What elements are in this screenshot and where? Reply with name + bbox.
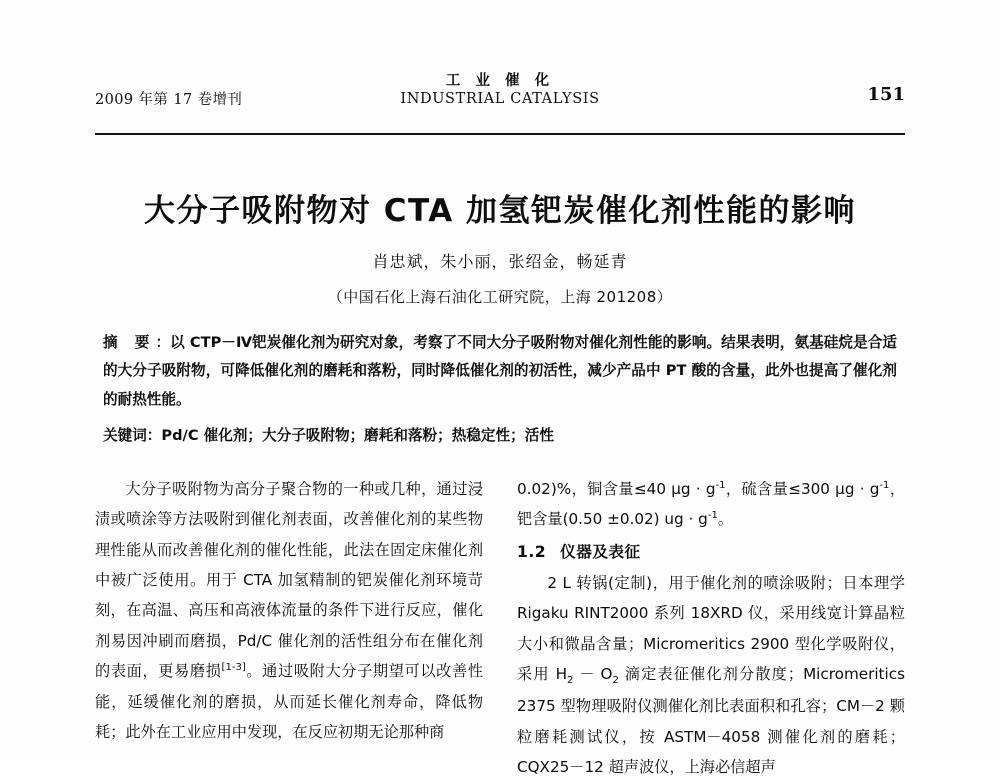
journal-title-en: INDUSTRIAL CATALYSIS xyxy=(400,91,600,108)
left-paragraph-1 xyxy=(95,474,483,748)
journal-title-cn: 工 业 催 化 xyxy=(445,73,555,89)
page-number: 151 xyxy=(867,84,905,105)
section-title: 仪器及表征 xyxy=(560,542,641,561)
running-head xyxy=(95,0,905,140)
right-p2-sub2: 2 xyxy=(612,675,619,687)
right-p2-c: 滴定表征催化剂分散度；Micromeritics 2375 型物理吸附仪测催化剂比表面积和孔容；CM－2 颗粒磨耗测试仪，按 ASTM－4058 测催化剂的磨耗；CQX25－12 超声波仪，上海必信超声 xyxy=(517,665,905,776)
right-p1-sup1: -1 xyxy=(715,479,726,491)
right-paragraph-1 xyxy=(517,474,905,535)
abstract xyxy=(103,329,897,414)
left-p1-b: 。通过吸附大分子期望可以改善性能，延缓催化剂的磨损，从而延长催化剂寿命，降低物耗；此外在工业应用中发现，在反应初期无论那种商 xyxy=(95,662,484,742)
page-title: 大分子吸附物对 CTA 加氢钯炭催化剂性能的影响 xyxy=(143,193,857,229)
journal-title-block xyxy=(95,72,905,108)
right-p1-a: 0.02)%，铜含量≤40 μg · g xyxy=(517,479,716,498)
section-number: 1.2 xyxy=(517,542,547,561)
keywords xyxy=(103,422,897,450)
affiliation-text: （中国石化上海石油化工研究院，上海 201208） xyxy=(327,287,673,306)
keywords-label: 关键词 xyxy=(103,427,147,445)
citation-ref: [1-3] xyxy=(221,662,246,674)
right-column xyxy=(517,474,905,782)
right-p1-sup3: -1 xyxy=(707,510,718,522)
section-heading-1-2 xyxy=(517,537,905,568)
right-p1-b: ，硫含量≤300 μg · g xyxy=(725,479,880,498)
right-p2-b: － O xyxy=(573,665,613,684)
left-column xyxy=(95,474,483,782)
body-columns xyxy=(95,474,905,782)
author-list: 肖忠斌，朱小丽，张绍金，畅延青 xyxy=(372,251,628,271)
abstract-text: ：以 CTP－Ⅳ钯炭催化剂为研究对象，考察了不同大分子吸附物对催化剂性能的影响。结果表明，氨基硅烷是合适的大分子吸附物，可降低催化剂的磨耗和落粉，同时降低催化剂的初活性，减少产品中 PT 酸的含量，此外也提高了催化剂的耐热性能。 xyxy=(103,333,897,408)
right-p2-sub1: 2 xyxy=(567,675,574,687)
issue-info: 2009 年第 17 卷增刊 xyxy=(95,92,243,108)
affiliation xyxy=(95,286,905,307)
right-p1-c: ，钯含量(0.50 ±0.02) ug · g xyxy=(517,479,906,529)
right-p1-d: 。 xyxy=(717,510,734,529)
right-paragraph-2 xyxy=(517,568,905,782)
right-p2-a: 2 L 转锅(定制)，用于催化剂的喷涂吸附；日本理学 Rigaku RINT2000 系列 18XRD 仪，采用线宽计算晶粒大小和微晶含量；Micromeritics 2900 型化学吸附仪，采用 H xyxy=(517,573,905,684)
right-p1-sup2: -1 xyxy=(879,479,890,491)
left-p1-a: 大分子吸附物为高分子聚合物的一种或几种，通过浸渍或喷涂等方法吸附到催化剂表面，改善催化剂的某些物理性能从而改善催化剂的催化性能，此法在固定床催化剂中被广泛使用。用于 CTA 加氢精制的钯炭催化剂环境苛刻，在高温、高压和高液体流量的条件下进行反应，催化剂易因冲刷而磨损，Pd/C 催化剂的活性组分布在催化剂的表面，更易磨损 xyxy=(95,479,483,681)
keywords-text: ：Pd/C 催化剂；大分子吸附物；磨耗和落粉；热稳定性；活性 xyxy=(146,427,554,445)
abstract-label: 摘 要 xyxy=(103,333,156,351)
header-divider xyxy=(95,133,905,135)
